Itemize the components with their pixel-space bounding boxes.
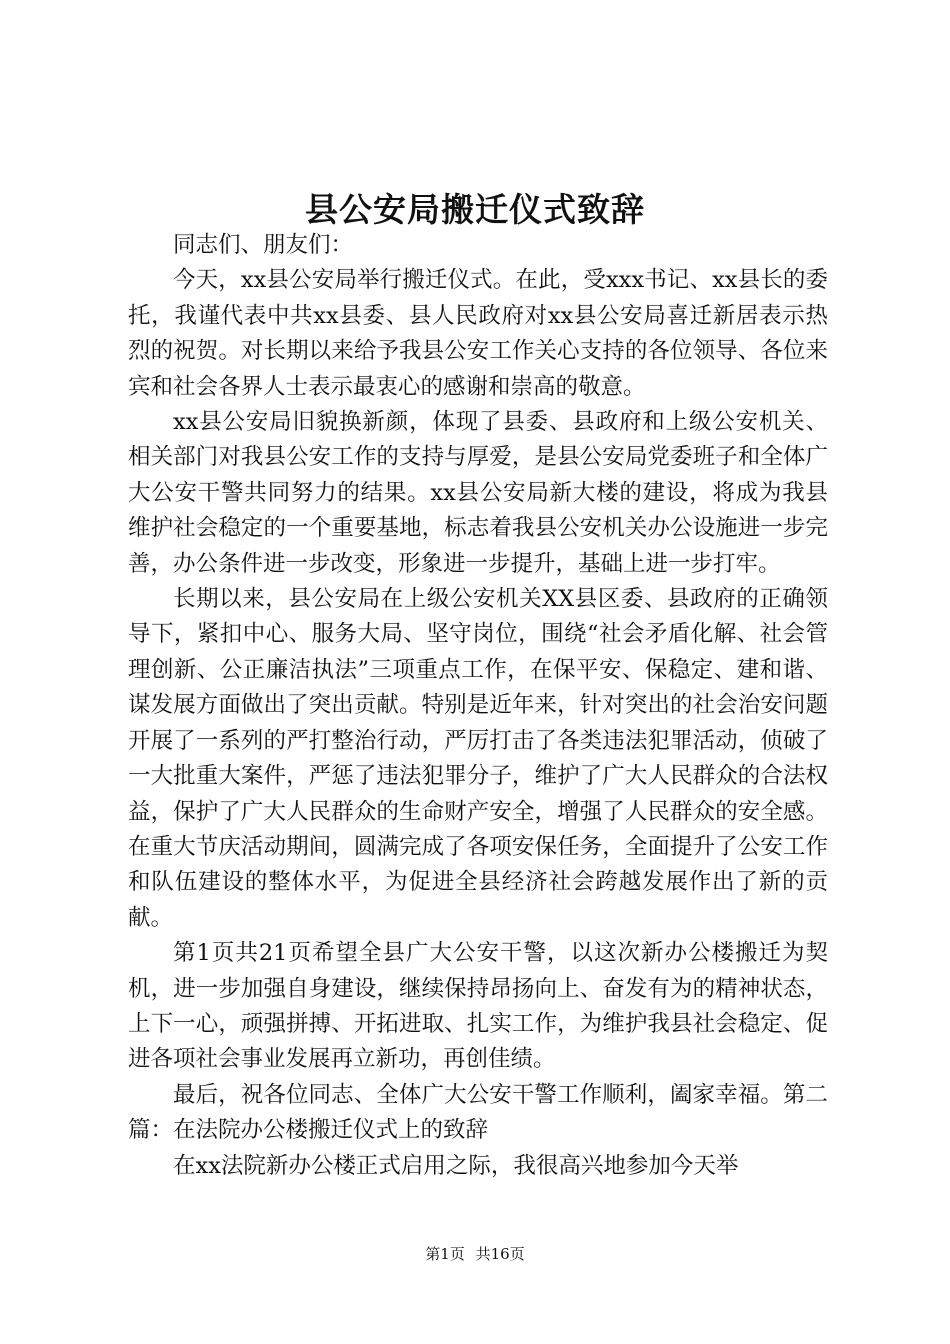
page-footer xyxy=(0,1244,950,1264)
paragraph: 第1页共21页希望全县广大公安干警，以这次新办公楼搬迁为契机，进一步加强自身建设，继续保持昂扬向上、奋发有为的精神状态，上下一心，顽强拼搏、开拓进取、扎实工作，为维护我县社会稳定、促进各项社会事业发展再立新功，再创佳绩。 xyxy=(128,940,828,1073)
paragraph-salutation: 同志们、朋友们： xyxy=(173,232,354,258)
document-title: 县公安局搬迁仪式致辞 xyxy=(305,190,645,229)
paragraph: xx县公安局旧貌换新颜，体现了县委、县政府和上级公安机关、相关部门对我县公安工作的支持与厚爱，是县公安局党委班子和全体广大公安干警共同努力的结果。xx县公安局新大楼的建设，将成为我县维护社会稳定的一个重要基地，标志着我县公安机关办公设施进一步完善，办公条件进一步改变，形象进一步提升，基础上进一步打牢。 xyxy=(128,409,828,577)
paragraph: 今天，xx县公安局举行搬迁仪式。在此，受xxx书记、xx县长的委托，我谨代表中共xx县委、县人民政府对xx县公安局喜迁新居表示热烈的祝贺。对长期以来给予我县公安工作关心支持的各位领导、各位来宾和社会各界人士表示最衷心的感谢和崇高的敬意。 xyxy=(128,267,828,400)
paragraph: 在xx法院新办公楼正式启用之际，我很高兴地参加今天举 xyxy=(173,1152,739,1179)
paragraph: 最后，祝各位同志、全体广大公安干警工作顺利，阖家幸福。第二篇：在法院办公楼搬迁仪式上的致辞 xyxy=(128,1081,828,1144)
document-body xyxy=(128,228,828,1184)
page-total: 共16页 xyxy=(475,1245,525,1263)
page-number: 第1页 xyxy=(425,1245,465,1263)
paragraph: 长期以来，县公安局在上级公安机关XX县区委、县政府的正确领导下，紧扣中心、服务大局、坚守岗位，围绕“社会矛盾化解、社会管理创新、公正廉洁执法”三项重点工作，在保平安、保稳定、建和谐、谋发展方面做出了突出贡献。特别是近年来，针对突出的社会治安问题开展了一系列的严打整治行动，严厉打击了各类违法犯罪活动，侦破了一大批重大案件，严惩了违法犯罪分子，维护了广大人民群众的合法权益，保护了广大人民群众的生命财产安全，增强了人民群众的安全感。在重大节庆活动期间，圆满完成了各项安保任务，全面提升了公安工作和队伍建设的整体水平，为促进全县经济社会跨越发展作出了新的贡献。 xyxy=(128,586,828,931)
